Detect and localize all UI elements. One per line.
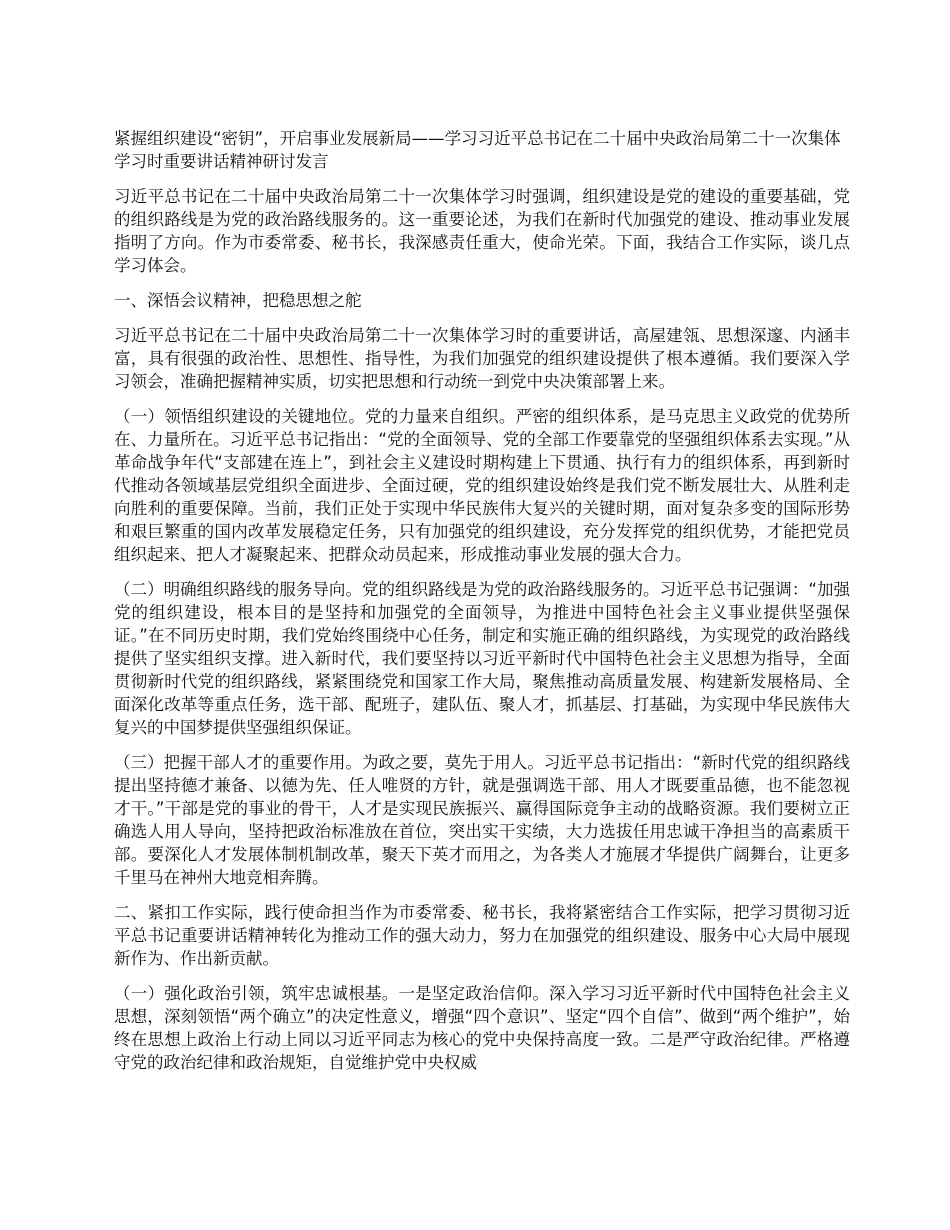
paragraph-2-1: （一）强化政治引领，筑牢忠诚根基。一是坚定政治信仰。深入学习习近平新时代中国特色社会主义思想，深刻领悟“两个确立”的决定性意义，增强“四个意识”、坚定“四个自信”、做到“两个维护”，始终在思想上政治上行动上同以习近平同志为核心的党中央保持高度一致。二是严守政治纪律。严格遵守党的政治纪律和政治规矩，自觉维护党中央权威 (114, 984, 850, 1072)
paragraph-intro: 习近平总书记在二十届中央政治局第二十一次集体学习时强调，组织建设是党的建设的重要基础，党的组织路线是为党的政治路线服务的。这一重要论述，为我们在新时代加强党的建设、推动事业发展指明了方向。作为市委常委、秘书长，我深感责任重大，使命光荣。下面，我结合工作实际，谈几点学习体会。 (114, 187, 850, 275)
document-page (114, 127, 850, 1086)
paragraph-1-3: （三）把握干部人才的重要作用。为政之要，莫先于用人。习近平总书记指出：“新时代党的组织路线提出坚持德才兼备、以德为先、任人唯贤的方针，就是强调选干部、用人才既要重品德，也不能忽视才干。”干部是党的事业的骨干，人才是实现民族振兴、赢得国际竞争主动的战略资源。我们要树立正确选人用人导向，坚持把政治标准放在首位，突出实干实绩，大力选拔任用忠诚干净担当的高素质干部。要深化人才发展体制机制改革，聚天下英才而用之，为各类人才施展才华提供广阔舞台，让更多千里马在神州大地竞相奔腾。 (114, 753, 850, 887)
paragraph-section-1-intro: 习近平总书记在二十届中央政治局第二十一次集体学习时的重要讲话，高屋建瓴、思想深邃、内涵丰富，具有很强的政治性、思想性、指导性，为我们加强党的组织建设提供了根本遵循。我们要深入学习领会，准确把握精神实质，切实把思想和行动统一到党中央决策部署上来。 (114, 326, 850, 391)
paragraph-section-2: 二、紧扣工作实际，践行使命担当作为市委常委、秘书长，我将紧密结合工作实际，把学习贯彻习近平总书记重要讲话精神转化为推动工作的强大动力，努力在加强党的组织建设、服务中心大局中展现新作为、作出新贡献。 (114, 903, 850, 968)
paragraph-1-1: （一）领悟组织建设的关键地位。党的力量来自组织。严密的组织体系，是马克思主义政党的优势所在、力量所在。习近平总书记指出：“党的全面领导、党的全部工作要靠党的坚强组织体系去实现。”从革命战争年代“支部建在连上”，到社会主义建设时期构建上下贯通、执行有力的组织体系，再到新时代推动各领域基层党组织全面进步、全面过硬，党的组织建设始终是我们党不断发展壮大、从胜利走向胜利的重要保障。当前，我们正处于实现中华民族伟大复兴的关键时期，面对复杂多变的国际形势和艰巨繁重的国内改革发展稳定任务，只有加强党的组织建设，充分发挥党的组织优势，才能把党员组织起来、把人才凝聚起来、把群众动员起来，形成推动事业发展的强大合力。 (114, 407, 850, 564)
paragraph-1-2: （二）明确组织路线的服务导向。党的组织路线是为党的政治路线服务的。习近平总书记强调：“加强党的组织建设，根本目的是坚持和加强党的全面领导，为推进中国特色社会主义事业提供坚强保证。”在不同历史时期，我们党始终围绕中心任务，制定和实施正确的组织路线，为实现党的政治路线提供了坚实组织支撑。进入新时代，我们要坚持以习近平新时代中国特色社会主义思想为指导，全面贯彻新时代党的组织路线，紧紧围绕党和国家工作大局，聚焦推动高质量发展、构建新发展格局、全面深化改革等重点任务，选干部、配班子，建队伍、聚人才，抓基层、打基础，为实现中华民族伟大复兴的中国梦提供坚强组织保证。 (114, 580, 850, 737)
section-heading-1: 一、深悟会议精神，把稳思想之舵 (114, 291, 362, 310)
document-title: 紧握组织建设“密钥”，开启事业发展新局——学习习近平总书记在二十届中央政治局第二十一次集体学习时重要讲话精神研讨发言 (114, 129, 841, 171)
